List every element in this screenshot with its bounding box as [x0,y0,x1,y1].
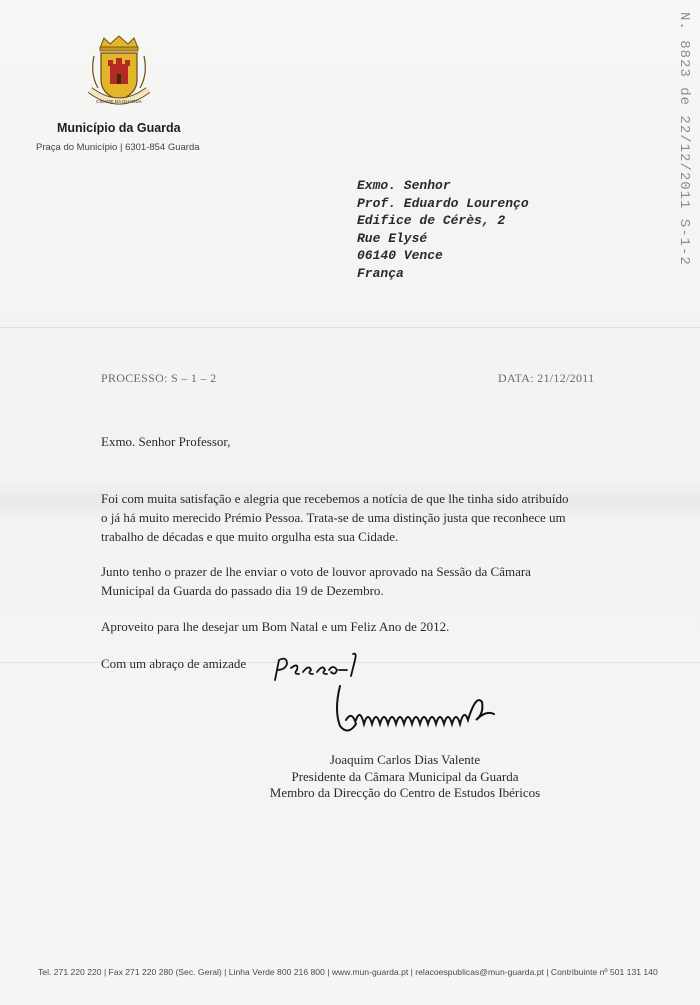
body-paragraph: Aproveito para lhe desejar um Bom Natal e um Feliz Ano de 2012. [101,619,450,634]
recipient-line: Edifice de Cérès, 2 [357,213,506,228]
org-address: Praça do Município | 6301-854 Guarda [36,142,200,153]
signatory-title: Presidente da Câmara Municipal da Guarda [291,768,519,784]
recipient-line: França [357,265,404,281]
municipal-crest-icon [86,34,152,110]
letter-date: DATA: 21/12/2011 [498,371,595,385]
body-paragraph: Foi com muita satisfação e alegria que recebemos a notícia de que lhe tinha sido atribuído o já há muito merecido Prémio Pessoa. Trata-se de uma distinção justa que reconhece um trabalho de décadas e que muito orgulha esta sua Cidade. [101,491,569,544]
body-paragraph: Junto tenho o prazer de lhe enviar o voto de louvor aprovado na Sessão da Câmara Municipal da Guarda do passado dia 19 de Dezembro. [101,564,531,598]
signatory-role: Membro da Direcção do Centro de Estudos Ibéricos [269,785,541,800]
signatory-name: Joaquim Carlos Dias Valente [329,752,481,767]
org-name: Município da Guarda [57,121,181,135]
recipient-line: Rue Elysé [357,230,428,246]
recipient-line: Prof. Eduardo Lourenço [357,195,529,211]
salutation: Exmo. Senhor Professor, [101,434,231,449]
recipient-address [357,177,529,282]
process-reference: PROCESSO: S – 1 – 2 [101,371,217,385]
signature [326,680,498,740]
footer-contacts: Tel. 271 220 220 | Fax 271 220 280 (Sec. Geral) | Linha Verde 800 216 800 | www.mun-guarda.pt | relacoespublicas@mun-guarda.pt | Contribuinte nº 501 131 140 [38,967,658,977]
recipient-line: Exmo. Senhor [357,178,451,193]
paper-fold [0,327,700,328]
recipient-line: 06140 Vence [357,248,443,263]
registry-stamp: N. 8823 de 22/12/2011 S-1-2 [676,12,692,266]
signatory-block [240,752,570,802]
svg-text:CIDADE DA GUARDA: CIDADE DA GUARDA [96,99,142,104]
closing-line: Com um abraço de amizade [101,656,247,671]
